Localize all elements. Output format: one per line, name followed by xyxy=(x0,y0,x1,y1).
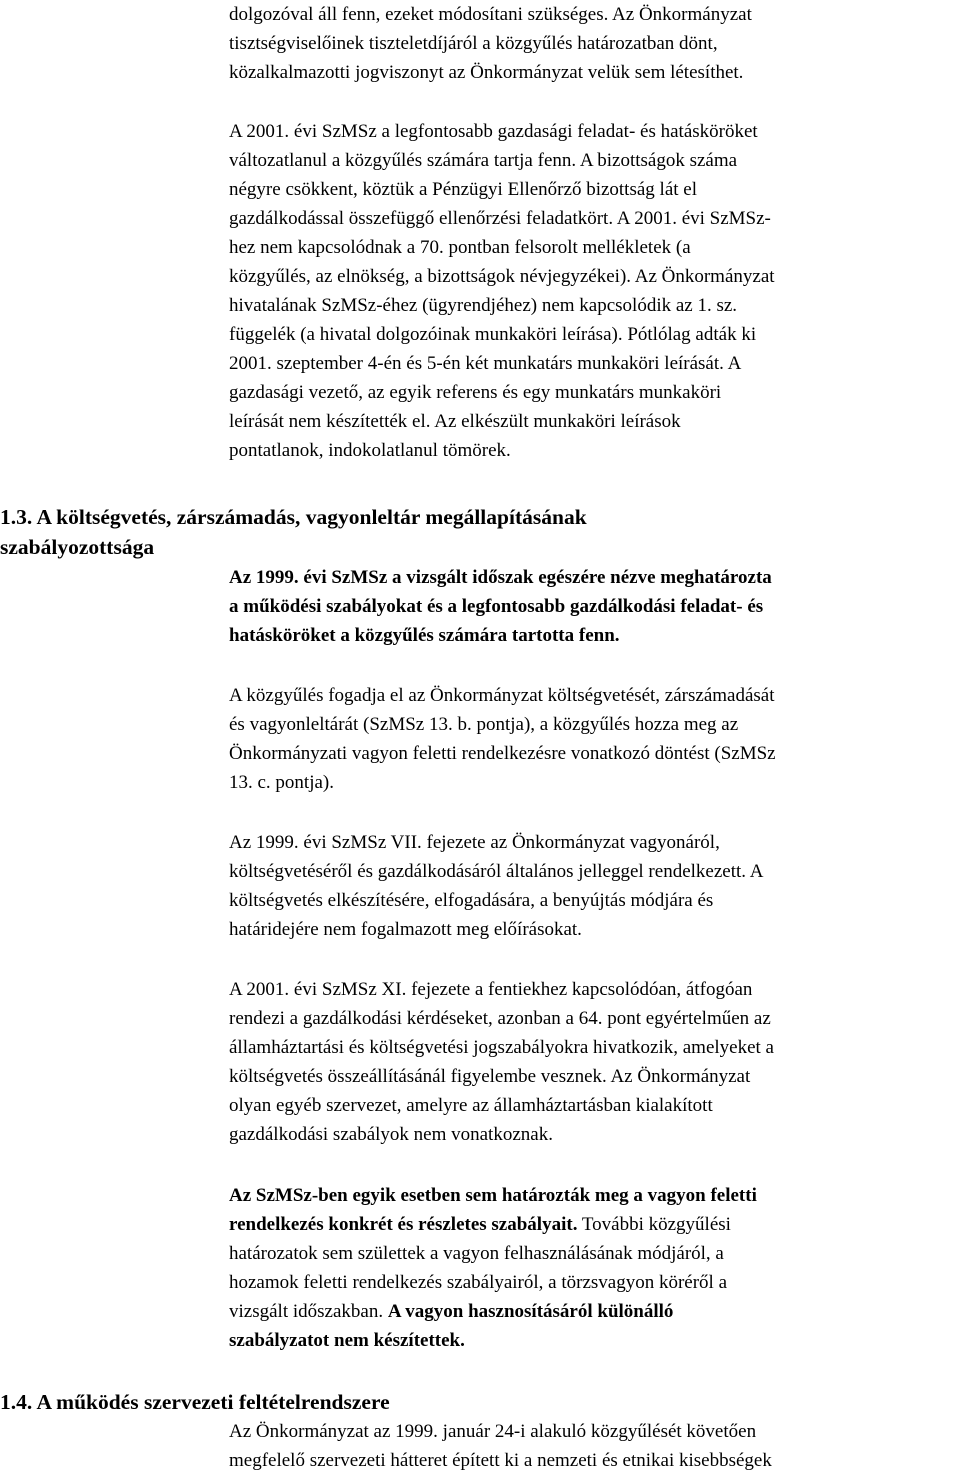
text-line: leírását nem készítették el. Az elkészült munkaköri leírások xyxy=(229,411,681,432)
text-line xyxy=(229,1181,957,1210)
text-line: hozamok feletti rendelkezés szabályairól, a törzsvagyon köréről a xyxy=(229,1272,728,1293)
heading-line: szabályozottsága xyxy=(0,535,155,559)
paragraph-chapter-vii xyxy=(229,828,957,944)
text-line xyxy=(229,1210,957,1239)
text-line: 13. c. pontja). xyxy=(229,772,335,793)
text-line: határozatok sem születtek a vagyon felhasználásának módjáról, a xyxy=(229,1243,724,1264)
paragraph-szmsz-1999-bold xyxy=(229,563,957,650)
text-line xyxy=(229,1297,957,1326)
text-line: hatásköröket a közgyűlés számára tartotta fenn. xyxy=(229,625,620,646)
paragraph-asset-rules xyxy=(229,1181,957,1355)
text-line: 2001. szeptember 4-én és 5-én két munkatárs munkaköri leírását. A xyxy=(229,353,742,374)
regular-text: vizsgált időszakban. xyxy=(229,1301,388,1322)
paragraph-szmsz-2001 xyxy=(229,117,957,465)
text-line: rendezi a gazdálkodási kérdéseket, azonban a 64. pont egyértelműen az xyxy=(229,1008,771,1029)
text-line: költségvetéséről és gazdálkodásáról általános jelleggel rendelkezett. A xyxy=(229,861,764,882)
text-line: közalkalmazotti jogviszonyt az Önkormányzat velük sem létesíthet. xyxy=(229,62,744,83)
text-line: hez nem kapcsolódnak a 70. pontban felsorolt mellékletek (a xyxy=(229,237,691,258)
section-heading-1-3 xyxy=(0,502,587,562)
paragraph-budget-approval xyxy=(229,681,957,797)
text-line: határidejére nem fogalmazott meg előírásokat. xyxy=(229,919,582,940)
text-line: gazdálkodással összefüggő ellenőrzési feladatkört. A 2001. évi SzMSz- xyxy=(229,208,771,229)
text-line: négyre csökkent, köztük a Pénzügyi Ellenőrző bizottság lát el xyxy=(229,179,697,200)
text-line: költségvetés elkészítésére, elfogadására, a benyújtás módjára és xyxy=(229,890,714,911)
text-line: A közgyűlés fogadja el az Önkormányzat költségvetését, zárszámadását xyxy=(229,685,775,706)
bold-text: rendelkezés konkrét és részletes szabályait. xyxy=(229,1214,578,1235)
text-line: költségvetés összeállításánál figyelembe vesznek. Az Önkormányzat xyxy=(229,1066,751,1087)
text-line: Az Önkormányzat az 1999. január 24-i alakuló közgyűlését követően xyxy=(229,1421,757,1442)
text-line: olyan egyéb szervezet, amelyre az államháztartásban kialakított xyxy=(229,1095,713,1116)
paragraph-chapter-xi xyxy=(229,975,957,1149)
heading-line: 1.4. A működés szervezeti feltételrendszere xyxy=(0,1390,390,1414)
text-line: megfelelő szervezeti hátteret épített ki a nemzeti és etnikai kisebbségek xyxy=(229,1450,772,1471)
text-line: pontatlanok, indokolatlanul tömörek. xyxy=(229,440,511,461)
paragraph-organization xyxy=(229,1417,957,1475)
text-line: A 2001. évi SzMSz XI. fejezete a fentiekhez kapcsolódóan, átfogóan xyxy=(229,979,753,1000)
text-line: a működési szabályokat és a legfontosabb gazdálkodási feladat- és xyxy=(229,596,764,617)
text-line: gazdasági vezető, az egyik referens és egy munkatárs munkaköri xyxy=(229,382,722,403)
text-line: A 2001. évi SzMSz a legfontosabb gazdasági feladat- és hatásköröket xyxy=(229,121,758,142)
text-line: tisztségviselőinek tiszteletdíjáról a közgyűlés határozatban dönt, xyxy=(229,33,718,54)
text-line xyxy=(229,1326,957,1355)
text-line: és vagyonleltárát (SzMSz 13. b. pontja), a közgyűlés hozza meg az xyxy=(229,714,739,735)
bold-text: A vagyon hasznosításáról különálló xyxy=(387,1301,674,1322)
bold-text: szabályzatot nem készítettek. xyxy=(229,1330,465,1351)
text-line: Az 1999. évi SzMSz VII. fejezete az Önkormányzat vagyonáról, xyxy=(229,832,720,853)
text-line: Önkormányzati vagyon feletti rendelkezésre vonatkozó döntést (SzMSz xyxy=(229,743,776,764)
text-line: közgyűlés, az elnökség, a bizottságok névjegyzékei). Az Önkormányzat xyxy=(229,266,775,287)
paragraph-employment xyxy=(229,0,957,87)
bold-text: Az SzMSz-ben egyik esetben sem határozták meg a vagyon feletti xyxy=(229,1185,757,1206)
text-line: hivatalának SzMSz-éhez (ügyrendjéhez) nem kapcsolódik az 1. sz. xyxy=(229,295,738,316)
text-line: Az 1999. évi SzMSz a vizsgált időszak egészére nézve meghatározta xyxy=(229,567,772,588)
heading-line: 1.3. A költségvetés, zárszámadás, vagyonleltár megállapításának xyxy=(0,505,587,529)
regular-text: További közgyűlési xyxy=(577,1214,731,1235)
text-line: gazdálkodási szabályok nem vonatkoznak. xyxy=(229,1124,553,1145)
section-heading-1-4 xyxy=(0,1387,390,1417)
text-line: dolgozóval áll fenn, ezeket módosítani szükséges. Az Önkormányzat xyxy=(229,4,752,25)
text-line: változatlanul a közgyűlés számára tartja fenn. A bizottságok száma xyxy=(229,150,738,171)
text-line: államháztartási és költségvetési jogszabályokra hivatkozik, amelyeket a xyxy=(229,1037,774,1058)
text-line: függelék (a hivatal dolgozóinak munkaköri leírása). Pótlólag adták ki xyxy=(229,324,757,345)
